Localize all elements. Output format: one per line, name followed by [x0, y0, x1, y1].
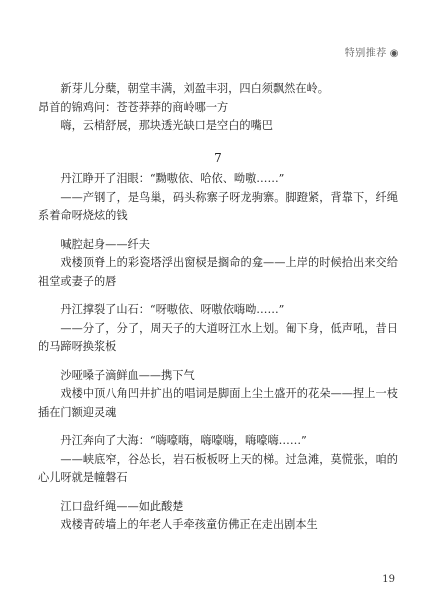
stanza-body: ——峡底窄，谷怂长，岩石板板呀上天的梯。过急滩，莫慌张，咱的心儿呀就是幢磐石 [38, 452, 398, 484]
stanza-body: ——产钢了，是鸟巢，码头称寨子呀龙驹寨。脚蹬紧，背靠下，纤绳系着命呀烧炫的钱 [38, 190, 398, 222]
poem-line: 嗨，云梢舒展，那块透光缺口是空白的嘴巴 [60, 119, 273, 132]
poem-line: 昂首的锦鸡问：苍苍莽莽的商岭哪一方 [38, 100, 229, 114]
stanza-lead: 丹江撑裂了山石：“呀嗷依、呀嗷依嗨呦……” [60, 303, 285, 316]
stanza-body: 戏楼青砖墙上的年老人手牵孩童仿佛正在走出剧本生 [60, 518, 318, 531]
poem-body [38, 80, 398, 535]
stanza-lead: 丹江睁开了泪眼：“黝嗷依、哈依、呦嗷……” [60, 172, 285, 185]
stanza-lead: 沙哑嗓子滴鲜血——携下气 [60, 368, 195, 382]
stanza-body: ——分了，分了，周天子的大道呀江水上划。匍下身，低声吼，昔日的马蹄呀换浆板 [38, 321, 398, 353]
stanza-lead: 喊腔起身——纤夫 [60, 237, 150, 251]
stanza-body: 戏楼顶脊上的彩瓷塔浮出窗棂是搁命的龛——上岸的时候拾出来交给祖堂或妻子的唇 [38, 256, 398, 288]
section-number: 7 [214, 150, 222, 165]
running-header [345, 44, 399, 59]
stanza-body: 戏楼中顶八角凹井扩出的唱词是脚面上尘土盛开的花朵——捏上一枝插在门额迎灵魂 [38, 387, 398, 419]
header-ornament-icon: ◉ [389, 48, 399, 59]
poem-line: 新芽儿分蘖，朝堂丰满，刘盈丰羽，四白须飘然在岭。 [60, 82, 329, 95]
stanza-lead: 丹江奔向了大海：“嗨嚎嗨，嗨嚎嗨，嗨嚎嗨……” [60, 434, 307, 447]
section-title: 特别推荐 [344, 48, 387, 59]
page-number: 19 [382, 574, 395, 585]
stanza-lead: 江口盘纤绳——如此酸楚 [60, 499, 184, 513]
